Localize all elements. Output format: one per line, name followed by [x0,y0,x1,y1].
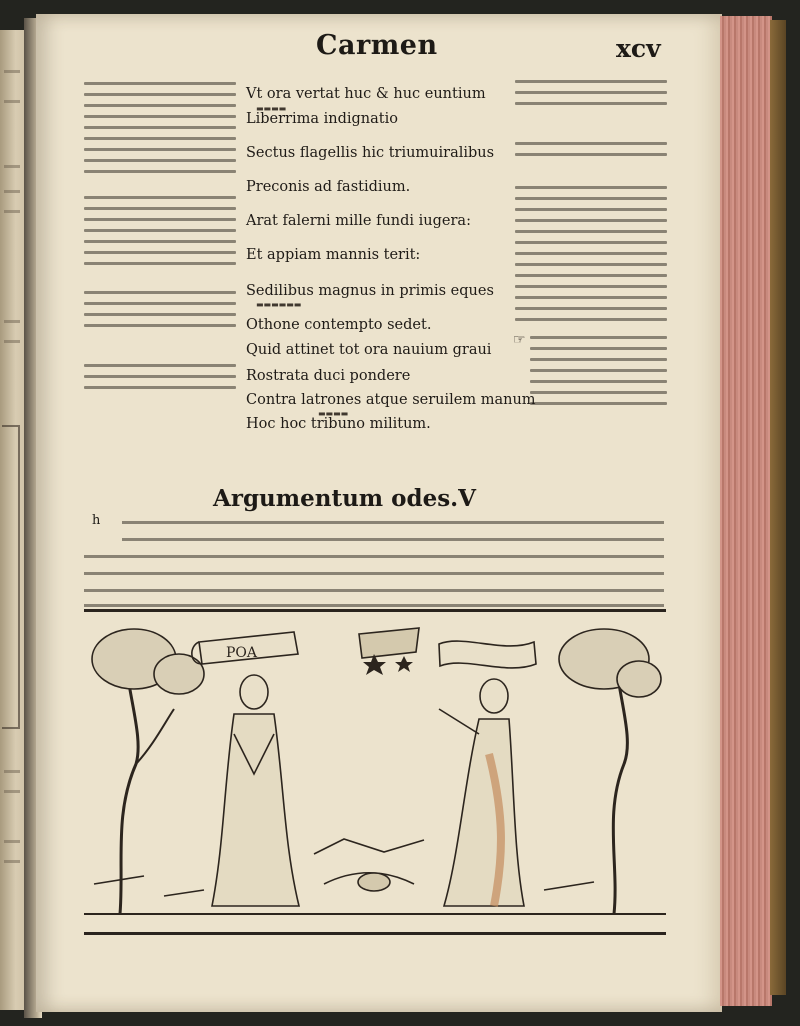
folio-number: xcv [616,34,661,63]
poem-line: Othone contempto sedet. [246,317,432,333]
commentary-block [515,186,667,329]
poem-line: Et appiam mannis terit: [246,247,421,263]
poem-line: Rostrata duci pondere [246,368,411,384]
book-cover [770,20,786,995]
argumentum-text-line [84,555,664,558]
argumentum-text-line [122,521,664,524]
poem-line: Contra latrones atque seruilem manum [246,392,536,408]
poem-line: Sedilibus magnus in primis eques [246,283,494,299]
argumentum-text-line [84,589,664,592]
banner-label: POA [226,645,258,661]
woodcut-drawing [84,614,666,932]
commentary-block [84,291,236,335]
argumentum-initial: h [92,513,101,528]
poem-line: Arat falerni mille fundi iugera: [246,213,471,229]
argumentum-text-line [122,538,664,541]
argumentum-text-line [84,572,664,575]
commentary-block [530,336,667,413]
left-page-edge [0,30,26,1010]
poem-line: Vt ora vertat huc & huc euntium [246,86,486,102]
interlinear-gloss: ▬▬▬▬ [256,104,287,113]
commentary-block [515,80,667,113]
poem-line: Hoc hoc tribuno militum. [246,416,431,432]
running-head: Carmen [316,30,438,61]
commentary-block [84,82,236,181]
poem-line: Sectus flagellis hic triumuiralibus [246,145,495,161]
argumentum-heading: Argumentum odes.V [213,485,477,512]
commentary-block [84,196,236,273]
interlinear-gloss: ▬▬▬▬ [318,409,349,418]
poem-line: Quid attinet tot ora nauium graui [246,342,492,358]
poem-line: Preconis ad fastidium. [246,179,411,195]
left-page-woodcut-edge [2,425,20,729]
woodcut-top-rule [84,609,666,612]
commentary-block [84,364,236,397]
commentary-block [515,142,667,164]
argumentum-text-line [84,604,664,607]
manicule-icon: ☞ [513,332,526,348]
interlinear-gloss: ▬▬▬▬▬▬ [256,300,302,309]
woodcut-illustration [84,614,666,935]
poem-line: Liberrima indignatio [246,111,398,127]
page-edges [720,16,772,1006]
